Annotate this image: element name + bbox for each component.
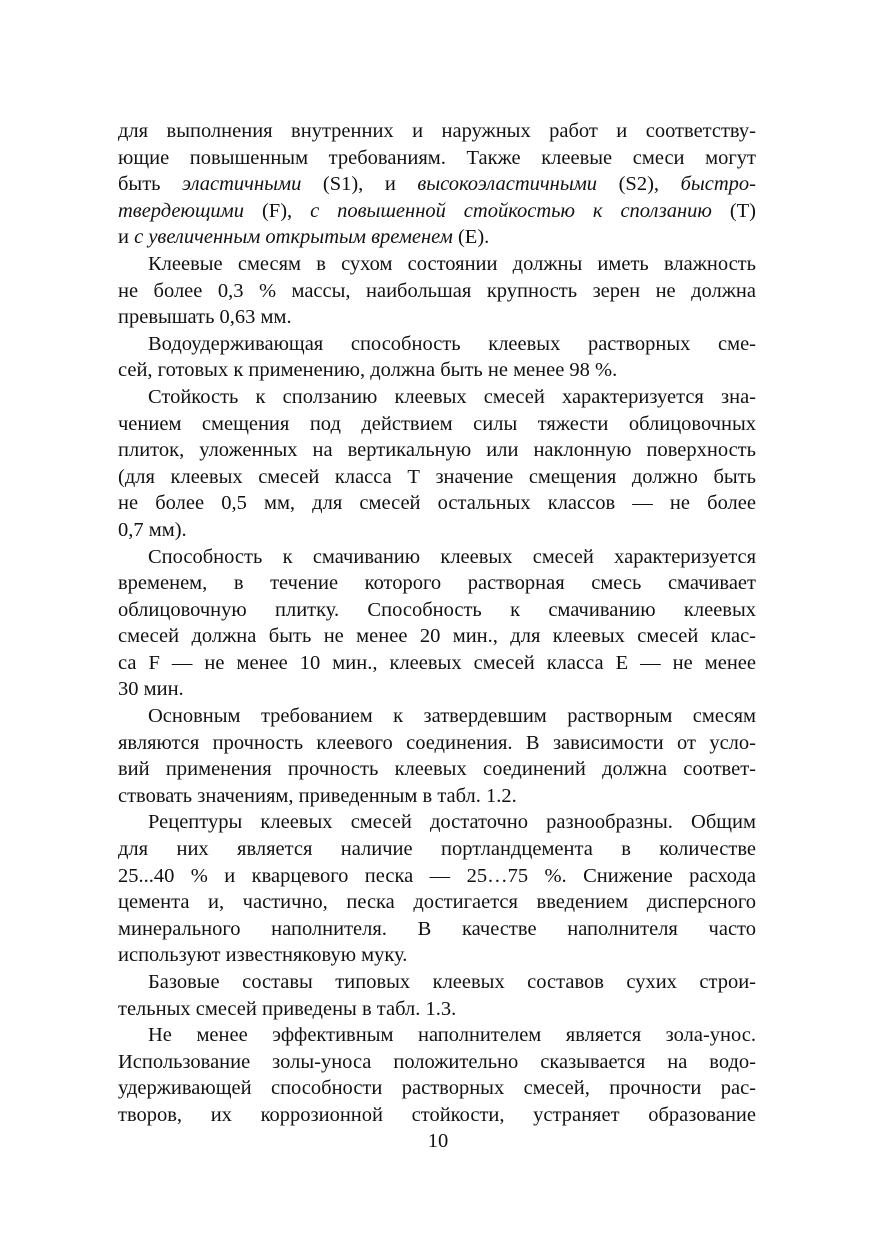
text-line xyxy=(118,251,756,278)
text-segment: Стойкость к сползанию клеевых смесей характеризуется зна- xyxy=(148,385,756,408)
text-line xyxy=(118,464,756,491)
text-segment: ющие повышенным требованиям. Также клеевые смеси могут xyxy=(118,146,756,169)
text-segment: быть xyxy=(118,173,183,196)
text-line xyxy=(118,1075,756,1102)
text-line xyxy=(118,490,756,517)
text-segment: (для клеевых смесей класса Т значение смещения должно быть xyxy=(118,465,756,488)
italic-term: быстро- xyxy=(680,173,756,196)
text-line xyxy=(118,836,756,863)
text-segment: не более 0,5 мм, для смесей остальных классов — не более xyxy=(118,492,756,515)
text-line xyxy=(118,942,756,969)
text-line xyxy=(118,224,756,251)
text-line xyxy=(118,756,756,783)
text-segment: являются прочность клеевого соединения. В зависимости от усло- xyxy=(118,731,756,754)
text-segment: для них является наличие портландцемента в количестве xyxy=(118,838,756,861)
text-line xyxy=(118,517,756,544)
text-segment: превышать 0,63 мм. xyxy=(118,306,292,329)
text-segment: смесей должна быть не менее 20 мин., для клеевых смесей клас- xyxy=(118,625,756,648)
text-line xyxy=(118,1022,756,1049)
text-line xyxy=(118,1102,756,1129)
text-line xyxy=(118,304,756,331)
paragraph xyxy=(118,384,756,544)
paragraph xyxy=(118,544,756,704)
text-segment: (F), xyxy=(244,199,311,222)
text-segment: тельных смесей приведены в табл. 1.3. xyxy=(118,997,457,1020)
text-segment: (S2), xyxy=(597,173,681,196)
text-line xyxy=(118,623,756,650)
paragraph xyxy=(118,118,756,251)
text-line xyxy=(118,1049,756,1076)
text-segment: Основным требованием к затвердевшим растворным смесям xyxy=(148,705,756,728)
text-segment: цемента и, частично, песка достигается введением дисперсного xyxy=(118,891,756,914)
text-segment: вий применения прочность клеевых соединений должна соответ- xyxy=(118,758,756,781)
text-segment: Использование золы-уноса положительно сказывается на водо- xyxy=(118,1050,756,1073)
text-segment: временем, в течение которого растворная смесь смачивает xyxy=(118,572,756,595)
text-segment: (S1), и xyxy=(301,173,418,196)
italic-term: высокоэластичными xyxy=(417,173,598,196)
paragraph xyxy=(118,1022,756,1128)
text-line xyxy=(118,437,756,464)
italic-term: с повышенной стойкостью к сползанию xyxy=(310,199,712,222)
text-segment: облицовочную плитку. Способность к смачиванию клеевых xyxy=(118,598,756,621)
paragraph xyxy=(118,809,756,969)
text-segment: используют известняковую муку. xyxy=(118,944,408,967)
text-line xyxy=(118,703,756,730)
italic-term: с увеличенным открытым временем xyxy=(134,226,453,249)
page-number: 10 xyxy=(427,1130,449,1152)
text-segment: 0,7 мм). xyxy=(118,518,187,541)
text-segment: не более 0,3 % массы, наибольшая крупность зерен не должна xyxy=(118,279,756,302)
text-line xyxy=(118,411,756,438)
paragraph xyxy=(118,969,756,1022)
text-line xyxy=(118,969,756,996)
text-line xyxy=(118,730,756,757)
text-line xyxy=(118,676,756,703)
body-text xyxy=(118,118,756,1129)
text-line xyxy=(118,570,756,597)
text-segment: ствовать значениям, приведенным в табл. 1.2. xyxy=(118,784,517,807)
text-segment: для выполнения внутренних и наружных работ и соответству- xyxy=(118,120,756,142)
text-segment: 25...40 % и кварцевого песка — 25…75 %. Снижение расхода xyxy=(118,864,756,887)
text-line xyxy=(118,783,756,810)
text-line xyxy=(118,889,756,916)
text-segment: са F — не менее 10 мин., клеевых смесей класса E — не менее xyxy=(118,651,756,674)
italic-term: эластичными xyxy=(182,173,302,196)
paragraph xyxy=(118,251,756,331)
text-line xyxy=(118,357,756,384)
text-segment: Не менее эффективным наполнителем является зола-унос. xyxy=(148,1024,756,1047)
text-line xyxy=(118,118,756,145)
text-segment: плиток, уложенных на вертикальную или наклонную поверхность xyxy=(118,439,756,462)
text-line xyxy=(118,916,756,943)
text-line xyxy=(118,809,756,836)
text-segment: 30 мин. xyxy=(118,678,184,701)
paragraph xyxy=(118,703,756,809)
paragraph xyxy=(118,331,756,384)
text-segment: (E). xyxy=(452,226,490,249)
text-line xyxy=(118,198,756,225)
text-line xyxy=(118,863,756,890)
text-segment: Водоудерживающая способность клеевых растворных сме- xyxy=(148,332,756,355)
text-segment: Клеевые смесям в сухом состоянии должны иметь влажность xyxy=(148,252,756,275)
text-segment: Базовые составы типовых клеевых составов сухих строи- xyxy=(148,971,756,993)
text-line xyxy=(118,278,756,305)
text-segment: (T) xyxy=(711,199,756,222)
text-segment: Способность к смачиванию клеевых смесей характеризуется xyxy=(148,545,756,568)
text-segment: Рецептуры клеевых смесей достаточно разнообразны. Общим xyxy=(148,811,756,834)
text-segment: творов, их коррозионной стойкости, устраняет образование xyxy=(118,1103,756,1126)
text-line xyxy=(118,544,756,571)
text-segment: удерживающей способности растворных смесей, прочности рас- xyxy=(118,1077,756,1100)
text-line xyxy=(118,331,756,358)
text-line xyxy=(118,384,756,411)
text-line xyxy=(118,996,756,1023)
italic-term: твердеющими xyxy=(118,199,245,222)
text-line xyxy=(118,145,756,172)
text-line xyxy=(118,650,756,677)
text-segment: и xyxy=(118,226,135,249)
text-line xyxy=(118,171,756,198)
text-segment: минерального наполнителя. В качестве наполнителя часто xyxy=(118,917,756,940)
text-segment: сей, готовых к применению, должна быть не менее 98 %. xyxy=(118,359,618,382)
text-segment: чением смещения под действием силы тяжести облицовочных xyxy=(118,412,756,435)
text-line xyxy=(118,597,756,624)
